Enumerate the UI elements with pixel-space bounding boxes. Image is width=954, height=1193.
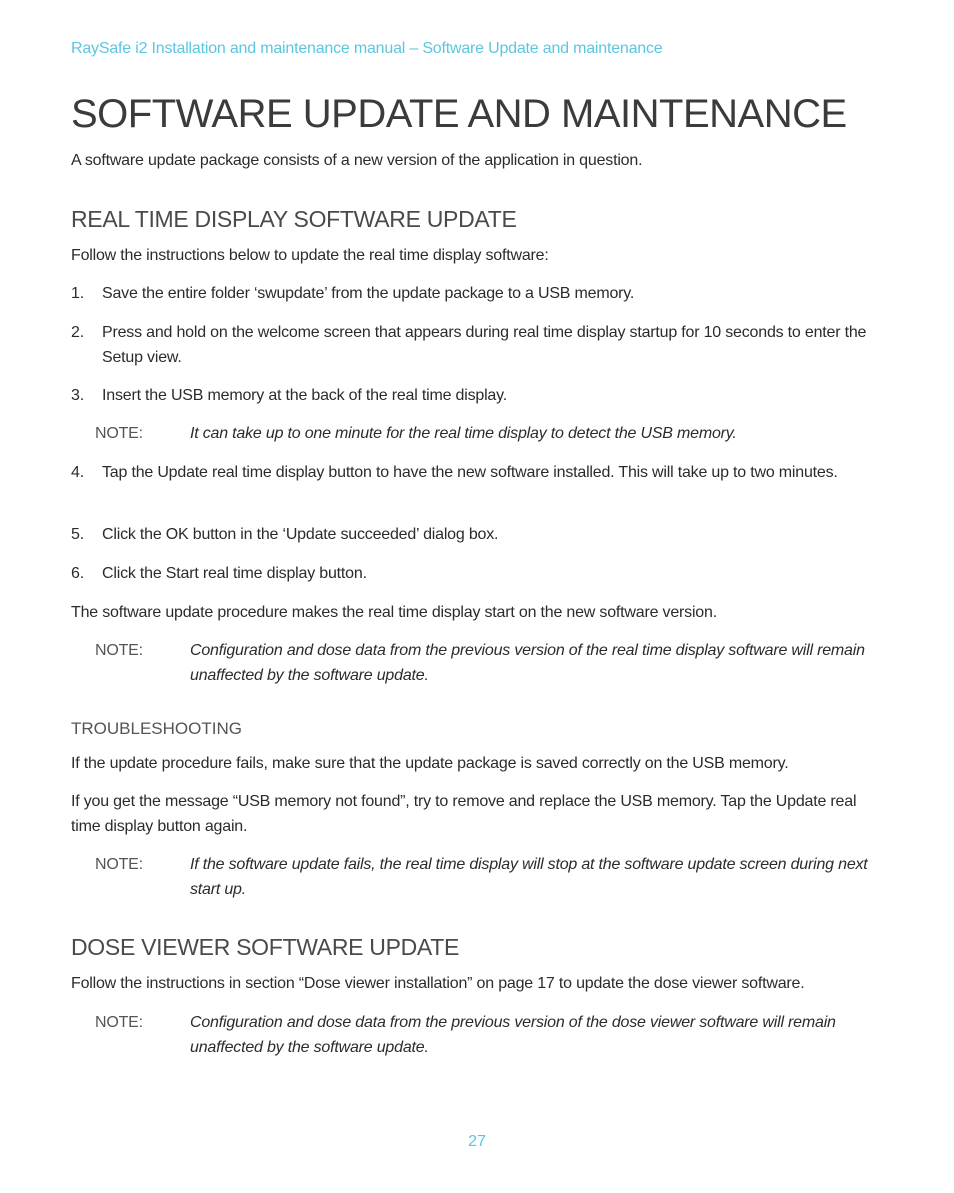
list-text: Tap the Update real time display button to have the new software installed. This will take up to two minutes.: [102, 464, 838, 481]
list-text: Click the Start real time display button.: [102, 565, 367, 582]
note-label: NOTE:: [95, 425, 143, 442]
list-item: [71, 384, 886, 409]
page-number: 27: [468, 1133, 486, 1150]
note-block: [95, 1011, 886, 1060]
section-heading-dose-viewer: DOSE VIEWER SOFTWARE UPDATE: [71, 934, 460, 960]
note-text: If the software update fails, the real time display will stop at the software update screen during next start up.: [190, 856, 868, 898]
note-text: Configuration and dose data from the previous version of the dose viewer software will remain unaffected by the software update.: [190, 1014, 836, 1056]
section-heading-rtd: REAL TIME DISPLAY SOFTWARE UPDATE: [71, 206, 517, 232]
note-block: [95, 639, 886, 688]
list-number: 2.: [71, 324, 84, 341]
subsection-heading-troubleshooting: TROUBLESHOOTING: [71, 719, 242, 738]
list-item: [71, 523, 886, 548]
running-header: RaySafe i2 Installation and maintenance manual – Software Update and maintenance: [71, 40, 663, 57]
list-number: 3.: [71, 387, 84, 404]
list-item: [71, 321, 886, 370]
list-number: 1.: [71, 285, 84, 302]
list-number: 4.: [71, 464, 84, 481]
list-text: Insert the USB memory at the back of the real time display.: [102, 387, 507, 404]
intro-paragraph: A software update package consists of a new version of the application in question.: [71, 152, 643, 169]
page-title: SOFTWARE UPDATE AND MAINTENANCE: [71, 92, 847, 136]
list-number: 5.: [71, 526, 84, 543]
dose-viewer-paragraph: Follow the instructions in section “Dose viewer installation” on page 17 to update the dose viewer software.: [71, 975, 805, 992]
note-label: NOTE:: [95, 856, 143, 873]
troubleshooting-paragraph-2: If you get the message “USB memory not found”, try to remove and replace the USB memory. Tap the Update real time display button again.: [71, 793, 857, 835]
note-text: It can take up to one minute for the real time display to detect the USB memory.: [190, 425, 737, 442]
note-block: [95, 422, 886, 447]
list-text: Click the OK button in the ‘Update succeeded’ dialog box.: [102, 526, 499, 543]
rtd-lead-paragraph: Follow the instructions below to update the real time display software:: [71, 247, 549, 264]
note-text: Configuration and dose data from the previous version of the real time display software will remain unaffected by the software update.: [190, 642, 865, 684]
list-item: [71, 562, 886, 587]
note-label: NOTE:: [95, 642, 143, 659]
list-text: Press and hold on the welcome screen that appears during real time display startup for 10 seconds to enter the Setup view.: [102, 324, 867, 366]
troubleshooting-paragraph-1: If the update procedure fails, make sure that the update package is saved correctly on the USB memory.: [71, 755, 789, 772]
list-text: Save the entire folder ‘swupdate’ from the update package to a USB memory.: [102, 285, 635, 302]
list-number: 6.: [71, 565, 84, 582]
list-item: [71, 461, 886, 486]
rtd-after-paragraph: The software update procedure makes the real time display start on the new software version.: [71, 604, 717, 621]
note-block: [95, 853, 886, 902]
note-label: NOTE:: [95, 1014, 143, 1031]
list-item: [71, 282, 886, 307]
